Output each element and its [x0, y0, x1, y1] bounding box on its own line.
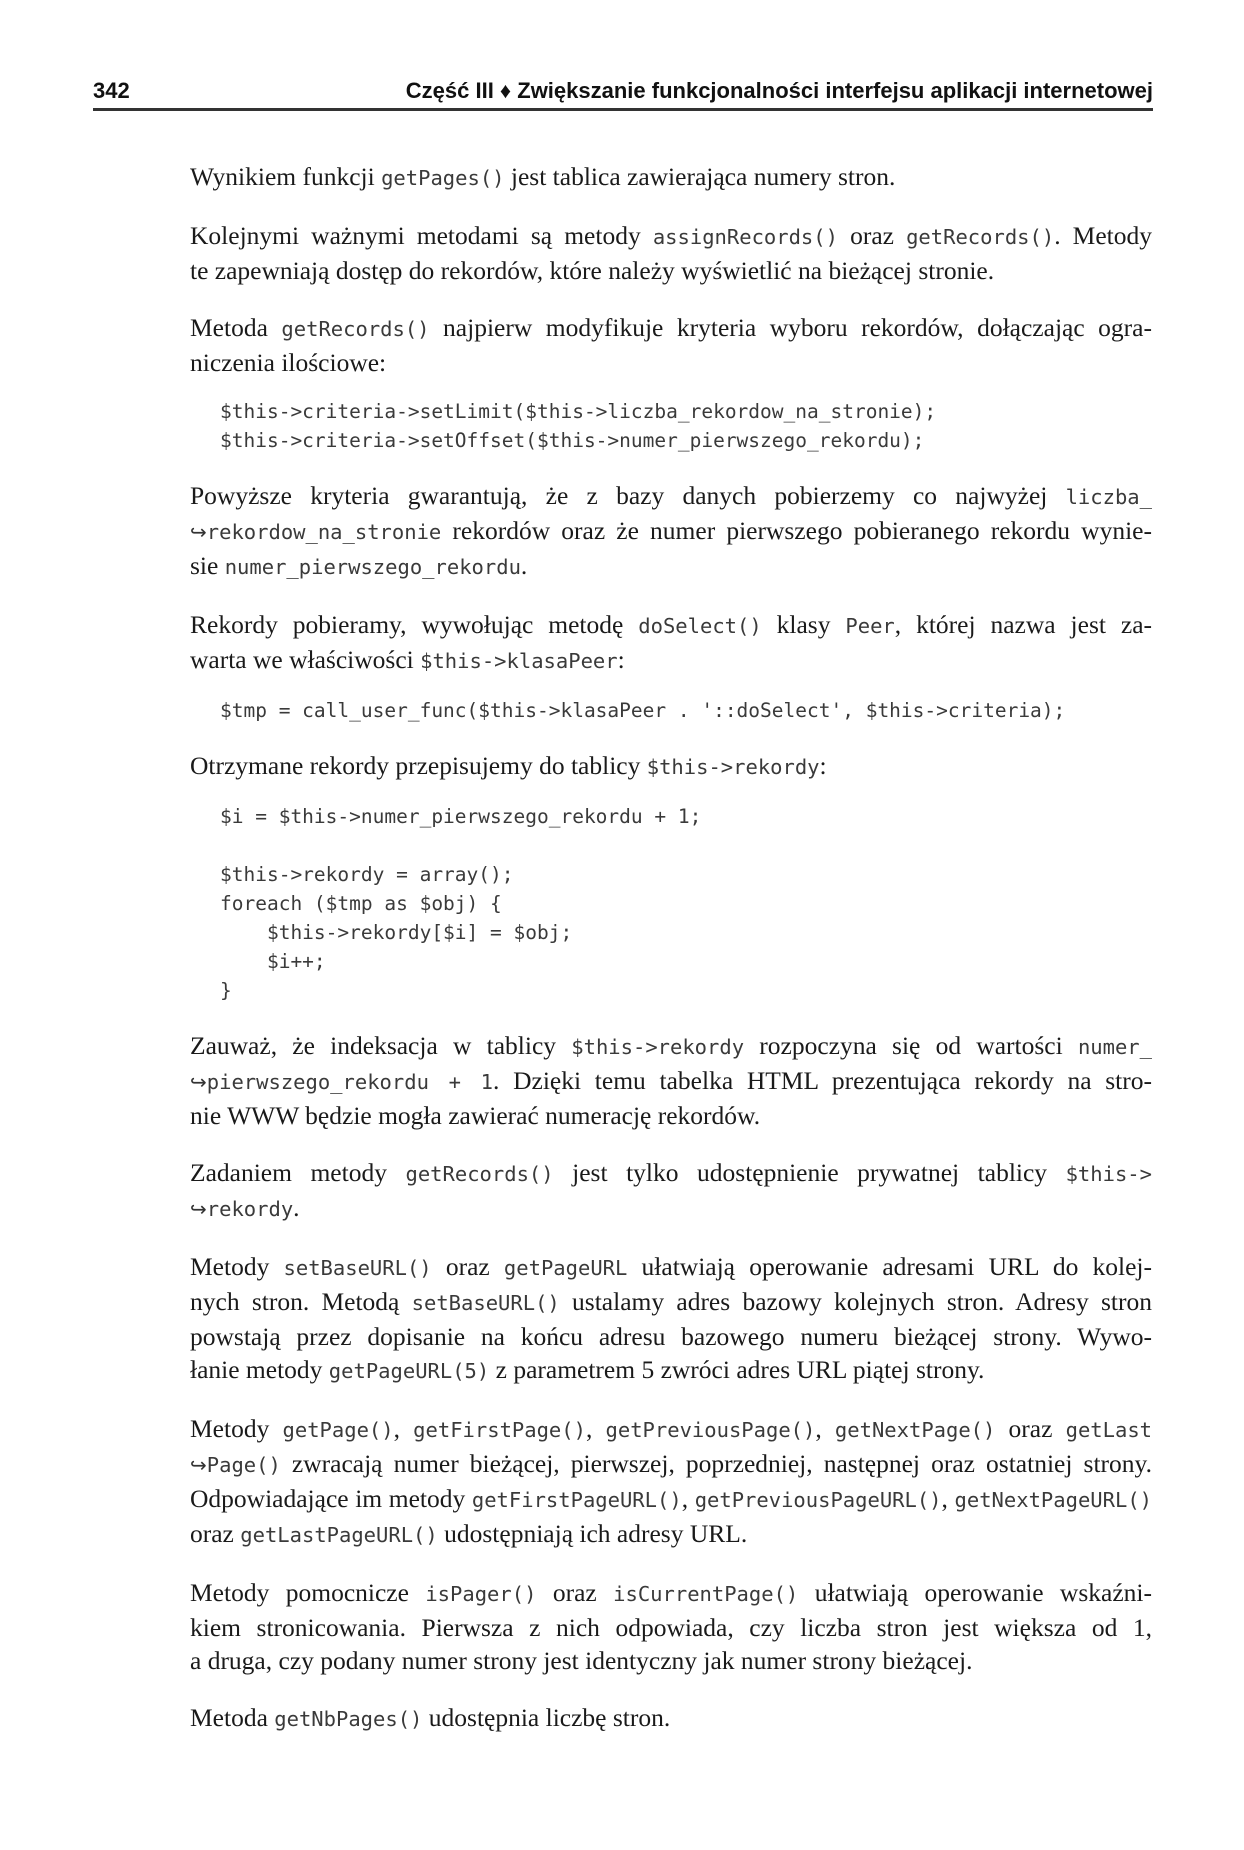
page-number: 342: [93, 78, 130, 103]
inline-code: Page(): [206, 1453, 281, 1477]
inline-code: getLast: [1065, 1418, 1153, 1442]
paragraph: Metody setBaseURL() oraz getPageURL ułatwiają operowanie adresami URL do kolej- nych stron. Metodą setBaseURL() ustalamy adres bazowy kolejnych stron. Adresy stron powstają przez dopisanie na końcu adresu bazowego numeru bieżącej strony. Wywo- łanie metody getPageURL(5) z parametrem 5 zwróci adres URL piątej strony.: [190, 1252, 1152, 1384]
inline-code: numer_: [1077, 1035, 1152, 1059]
inline-code: setBaseURL(): [411, 1291, 560, 1315]
inline-code: doSelect(): [638, 614, 762, 638]
chapter-title: Część III ♦ Zwiększanie funkcjonalności interfejsu aplikacji internetowej: [405, 78, 1153, 103]
running-header: [93, 72, 1153, 106]
inline-code: getPages(): [381, 166, 505, 190]
inline-code: getNextPage(): [834, 1418, 996, 1442]
line-continuation-arrow-icon: ↪: [190, 1197, 207, 1221]
paragraph: Zadaniem metody getRecords() jest tylko udostępnienie prywatnej tablicy $this-> ↪rekordy.: [190, 1158, 1152, 1222]
inline-code: assignRecords(): [652, 225, 838, 249]
inline-code: getNextPageURL(): [954, 1488, 1153, 1512]
inline-code: isPager(): [425, 1582, 537, 1606]
inline-code: isCurrentPage(): [613, 1582, 799, 1606]
paragraph: Kolejnymi ważnymi metodami są metody assignRecords() oraz getRecords(). Metody te zapewniają dostęp do rekordów, które należy wyświetlić na bieżącej stronie.: [190, 221, 1153, 285]
paragraph: Powyższe kryteria gwarantują, że z bazy danych pobierzemy co najwyżej liczba_ ↪rekordow_na_stronie rekordów oraz że numer pierwszego pobieranego rekordu wynie- sie numer_pierwszego_rekordu.: [190, 481, 1152, 580]
inline-code: getPreviousPage(): [605, 1418, 816, 1442]
inline-code: $this->rekordy: [646, 755, 820, 779]
inline-code: getPageURL: [503, 1256, 628, 1280]
code-block: $i = $this->numer_pierwszego_rekordu + 1; $this->rekordy = array(); foreach ($tmp as $obj) { $this->rekordy[$i] = $obj; $i++; }: [220, 805, 702, 1002]
paragraph: Otrzymane rekordy przepisujemy do tablicy $this->rekordy:: [190, 751, 827, 780]
inline-code: $this->: [1065, 1162, 1152, 1186]
line-continuation-arrow-icon: ↪: [190, 1070, 207, 1094]
code-block: $this->criteria->setLimit($this->liczba_rekordow_na_stronie); $this->criteria->setOffset($this->numer_pierwszego_rekordu);: [220, 400, 937, 452]
paragraph: Metoda getRecords() najpierw modyfikuje kryteria wyboru rekordów, dołączając ogra- niczenia ilościowe:: [190, 313, 1152, 377]
body-text: [190, 160, 1152, 1760]
inline-code: getRecords(): [906, 225, 1055, 249]
inline-code: getRecords(): [405, 1162, 554, 1186]
paragraph: Rekordy pobieramy, wywołując metodę doSelect() klasy Peer, której nazwa jest za- warta we właściwości $this->klasaPeer:: [190, 610, 1153, 674]
inline-code: getRecords(): [281, 317, 430, 341]
inline-code: liczba_: [1065, 485, 1152, 509]
paragraph: Metody pomocnicze isPager() oraz isCurrentPage() ułatwiają operowanie wskaźni- kiem stronicowania. Pierwsza z nich odpowiada, czy liczba stron jest większa od 1, a druga, czy podany numer strony jest identyczny jak numer strony bieżącej.: [190, 1578, 1152, 1675]
inline-code: rekordy: [206, 1197, 294, 1221]
inline-code: getNbPages(): [274, 1707, 423, 1731]
paragraph: Zauważ, że indeksacja w tablicy $this->rekordy rozpoczyna się od wartości numer_ ↪pierwszego_rekordu + 1. Dzięki temu tabelka HTML prezentująca rekordy na stro- nie WWW będzie mogła zawierać numerację rekordów.: [190, 1031, 1152, 1130]
header-rule: [93, 108, 1153, 111]
inline-code: getPage(): [282, 1418, 394, 1442]
inline-code: getFirstPageURL(): [471, 1488, 682, 1512]
inline-code: setBaseURL(): [283, 1256, 432, 1280]
inline-code: pierwszego_rekordu + 1: [206, 1070, 493, 1094]
paragraph: Metoda getNbPages() udostępnia liczbę stron.: [190, 1703, 671, 1732]
inline-code: numer_pierwszego_rekordu: [224, 555, 521, 579]
inline-code: getFirstPage(): [413, 1418, 586, 1442]
inline-code: $this->klasaPeer: [420, 649, 618, 673]
line-continuation-arrow-icon: ↪: [190, 1453, 207, 1477]
inline-code: $this->rekordy: [571, 1035, 745, 1059]
inline-code: getLastPageURL(): [240, 1523, 438, 1547]
inline-code: Peer: [845, 614, 895, 638]
code-block: $tmp = call_user_func($this->klasaPeer . '::doSelect', $this->criteria);: [220, 699, 1066, 722]
paragraph: Wynikiem funkcji getPages() jest tablica zawierająca numery stron.: [190, 162, 896, 191]
inline-code: getPreviousPageURL(): [694, 1488, 942, 1512]
inline-code: getPageURL(5): [328, 1359, 490, 1383]
paragraph: Metody getPage(), getFirstPage(), getPreviousPage(), getNextPage() oraz getLast ↪Page() zwracają numer bieżącej, pierwszej, poprzedniej, następnej oraz ostatniej strony. Odpowiadające im metody getFirstPageURL(), getPreviousPageURL(), getNextPageURL() oraz getLastPageURL() udostępniają ich adresy URL.: [190, 1414, 1153, 1548]
line-continuation-arrow-icon: ↪: [190, 520, 207, 544]
inline-code: rekordow_na_stronie: [206, 520, 442, 544]
